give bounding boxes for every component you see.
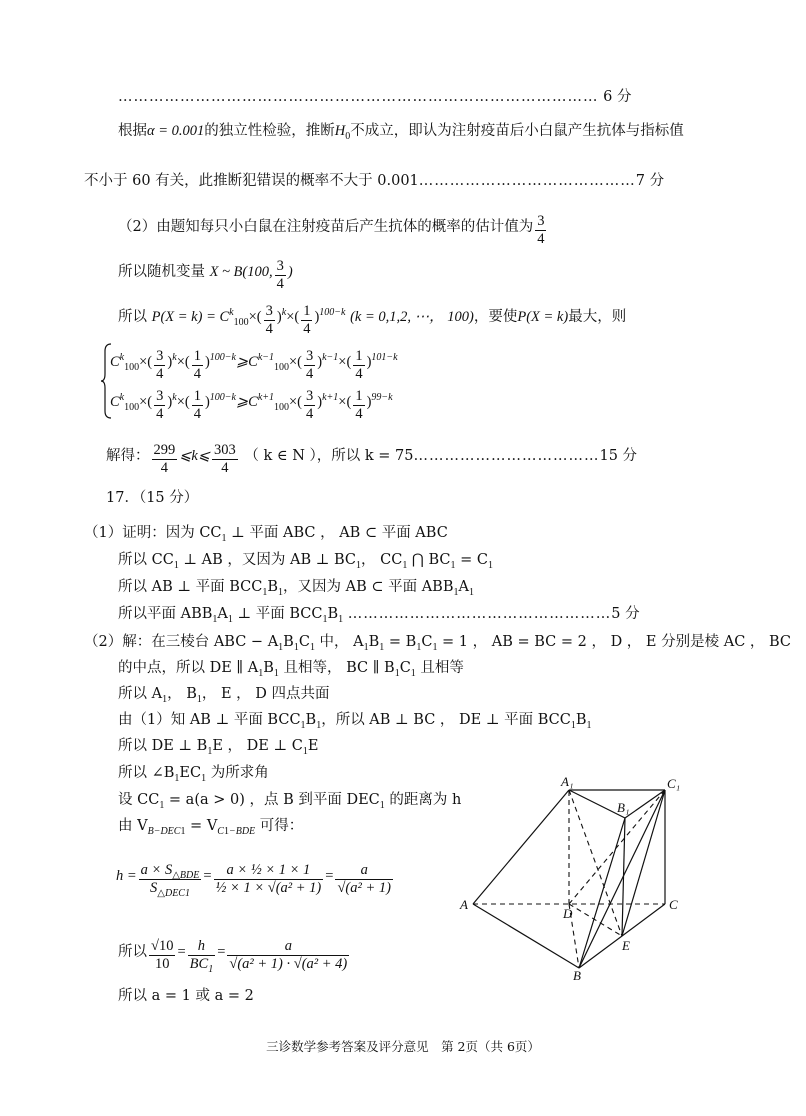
edge-bb1 xyxy=(579,818,625,968)
math-paren: ) xyxy=(276,309,282,325)
solution-line-1 xyxy=(84,632,791,652)
text: ⊥ 平面 ABC ， AB ⊂ 平面 ABC xyxy=(226,525,448,541)
math-op: ⩾C xyxy=(235,394,258,410)
math-op: ×( xyxy=(176,354,190,370)
superscript: k xyxy=(119,392,125,404)
subscript: 1 xyxy=(277,586,283,598)
text: B xyxy=(368,634,380,650)
math-op: ×( xyxy=(286,309,300,325)
text: 17．（15 分） xyxy=(106,490,199,506)
subscript: 100 xyxy=(274,401,289,413)
solution-line-2 xyxy=(118,658,464,678)
fraction-3-4 xyxy=(154,348,165,383)
fraction-a-roots xyxy=(227,938,349,973)
superscript: 100−k xyxy=(319,307,346,319)
edge-aa1 xyxy=(473,790,569,904)
text: （ k ∈ N ），所以 k = 75 xyxy=(244,448,414,464)
numerator: 1 xyxy=(193,388,201,404)
fraction-299-4 xyxy=(152,442,178,477)
subscript: △DEC xyxy=(157,887,185,899)
h-formula xyxy=(116,862,395,897)
part2-intro xyxy=(118,213,548,248)
subscript: 1 xyxy=(302,745,308,757)
score-line-6 xyxy=(118,87,631,107)
math-paren: ) xyxy=(167,354,173,370)
text: ⋂ BC xyxy=(407,552,451,568)
proof-line-3 xyxy=(118,577,474,597)
numerator xyxy=(139,862,202,880)
text: 所以 a = 1 或 a = 2 xyxy=(118,988,254,1004)
fraction-h-1 xyxy=(139,862,202,897)
subscript: 1 xyxy=(363,641,369,653)
solution-line-5 xyxy=(118,736,318,756)
text: ⊥ AB ，又因为 AB ⊥ BC xyxy=(178,552,357,568)
text: C xyxy=(298,634,310,650)
text: A xyxy=(217,606,228,622)
subscript: 1 xyxy=(273,667,279,679)
label-c1: C₁ xyxy=(667,776,681,791)
text: 解得： xyxy=(106,448,150,464)
numerator: 3 xyxy=(537,213,545,229)
denominator: 4 xyxy=(221,460,229,476)
numerator: 3 xyxy=(156,388,164,404)
text: ，要使 xyxy=(473,309,518,325)
subscript: 1 xyxy=(356,559,362,571)
fraction-3-4 xyxy=(154,388,165,423)
numerator: 1 xyxy=(355,348,363,364)
numerator: 1 xyxy=(193,348,201,364)
text: = 1 ， AB = BC = 2 ， D ， E 分别是棱 AC ， BC xyxy=(437,634,792,650)
text: 由 V xyxy=(118,818,148,834)
denominator: ½ × 1 × √(a² + 1) xyxy=(215,880,322,896)
score-label: 15 分 xyxy=(599,448,638,464)
numerator: 303 xyxy=(214,442,236,458)
math-op: = xyxy=(217,944,226,960)
label-d: D xyxy=(563,906,573,921)
math-paren: ) xyxy=(317,354,323,370)
subscript: 1 xyxy=(293,641,299,653)
superscript: 101−k xyxy=(371,352,398,364)
solution-line-4 xyxy=(118,710,591,730)
math-op: ⩽k⩽ xyxy=(179,448,210,464)
fraction-1-4 xyxy=(192,388,203,423)
math-alpha: α = 0.001 xyxy=(147,123,205,139)
subscript: 1 xyxy=(322,613,328,625)
math-op: ×( xyxy=(176,394,190,410)
subscript: B−DEC xyxy=(147,825,181,837)
superscript: k xyxy=(281,307,287,319)
text: 所以 AB ⊥ 平面 BCC xyxy=(118,579,263,595)
superscript: k+1 xyxy=(322,392,339,404)
denominator: √(a² + 1) xyxy=(337,880,391,896)
fraction-1-4 xyxy=(353,348,364,383)
math-op: ×( xyxy=(338,354,352,370)
subscript: 1 xyxy=(432,641,438,653)
text: 不小于 60 有关，此推断犯错误的概率不大于 0.001 xyxy=(84,173,419,189)
text: 为所求角 xyxy=(206,765,269,781)
solution-line-3 xyxy=(118,684,330,704)
subscript: 1 xyxy=(394,667,400,679)
math-op: ×( xyxy=(338,394,352,410)
denominator: 4 xyxy=(306,366,314,382)
subscript: 1 xyxy=(416,641,422,653)
fraction-3-4 xyxy=(264,303,275,338)
text: 最大，则 xyxy=(568,309,627,325)
numerator: 3 xyxy=(265,303,273,319)
subscript: 1 xyxy=(309,641,315,653)
text: = V xyxy=(185,818,218,834)
math-range: (k = 0,1,2, ⋯， 100) xyxy=(350,309,474,325)
text: 不成立，即认为注射疫苗后小白鼠产生抗体与指标值 xyxy=(350,123,684,139)
math-op: = xyxy=(203,868,212,884)
subscript: 1 xyxy=(316,719,322,731)
subscript: 1 xyxy=(453,586,459,598)
text: 所以 xyxy=(118,309,147,325)
text: ， CC xyxy=(361,552,403,568)
subscript: 100 xyxy=(233,316,249,328)
math-paren: ) xyxy=(204,354,210,370)
subscript: 1 xyxy=(201,772,207,784)
superscript: k xyxy=(172,352,177,364)
fraction-h-bc1 xyxy=(188,938,216,973)
leader-dots: …………………………………………… xyxy=(347,606,612,622)
denominator: 4 xyxy=(265,321,273,337)
numerator: a xyxy=(335,862,393,880)
denominator: 4 xyxy=(537,231,545,247)
superscript: k−1 xyxy=(322,352,339,364)
math-expr: P(X = k) = C xyxy=(151,309,230,325)
probability-line xyxy=(118,303,626,338)
label-b: B xyxy=(573,968,581,982)
subscript: 1 xyxy=(221,532,227,544)
text: a × S xyxy=(140,862,173,878)
segment-de xyxy=(569,904,622,936)
subscript: 1 xyxy=(468,586,474,598)
denominator xyxy=(139,880,202,897)
subscript: 1 xyxy=(300,719,306,731)
math-paren: ) xyxy=(314,309,320,325)
paragraph-conclusion xyxy=(84,171,664,191)
math-op: ×( xyxy=(139,394,153,410)
fraction-3-4 xyxy=(304,348,315,383)
subscript: △BDE xyxy=(172,869,200,881)
subscript: 1 xyxy=(402,559,408,571)
label-b1: B₁ xyxy=(617,800,630,815)
subscript: 1 xyxy=(586,719,592,731)
fraction-1-4 xyxy=(192,348,203,383)
subscript: 1 xyxy=(410,667,416,679)
text: 所以 DE ⊥ B xyxy=(118,738,208,754)
numerator: h xyxy=(188,938,216,956)
math-op: = xyxy=(325,868,334,884)
fraction-sqrt10 xyxy=(149,938,175,973)
proof-line-4 xyxy=(118,604,640,624)
math-op: ×( xyxy=(139,354,153,370)
subscript: 1 xyxy=(223,825,229,837)
solution-line-8 xyxy=(118,816,303,836)
solution-k-line xyxy=(106,442,637,477)
text: B xyxy=(305,712,317,728)
superscript: k xyxy=(119,352,125,364)
subscript: 100 xyxy=(274,361,289,373)
text: 所以 CC xyxy=(118,552,174,568)
page-footer: 三诊数学参考答案及评分意见 第 2页（共 6页） xyxy=(266,1039,540,1054)
text: C xyxy=(421,634,433,650)
math-expr: P(X = k) xyxy=(517,309,569,325)
math-paren: ) xyxy=(167,394,173,410)
score-label: 5 分 xyxy=(611,606,640,622)
text: B xyxy=(575,712,587,728)
proof-line-1 xyxy=(84,523,448,543)
numerator: a × ½ × 1 × 1 xyxy=(214,862,324,880)
text: 且相等 xyxy=(415,660,464,676)
math-paren: ) xyxy=(287,264,293,280)
subscript: 1 xyxy=(174,772,180,784)
math-op: ×( xyxy=(289,354,303,370)
text: B xyxy=(327,606,339,622)
superscript: k xyxy=(172,392,177,404)
text: A xyxy=(458,579,469,595)
text: = B xyxy=(384,634,417,650)
score-label: 6 分 xyxy=(603,89,632,105)
math-expr: X ~ B(100, xyxy=(209,264,273,280)
text: E xyxy=(307,738,319,754)
numerator: a xyxy=(227,938,349,956)
subscript: 100 xyxy=(124,361,140,373)
text: （2）解：在三棱台 ABC − A xyxy=(84,634,279,650)
text: B xyxy=(283,634,294,650)
math-paren: ) xyxy=(317,394,323,410)
math-paren: ) xyxy=(366,394,372,410)
text: C xyxy=(399,660,411,676)
fraction-303-4 xyxy=(212,442,238,477)
text: ，所以 AB ⊥ BC ， DE ⊥ 平面 BCC xyxy=(321,712,571,728)
paragraph-independence-test xyxy=(118,121,684,141)
superscript: 100−k xyxy=(209,392,236,404)
numerator: 3 xyxy=(276,258,284,274)
numerator: √10 xyxy=(151,938,174,954)
fraction-h-2 xyxy=(214,862,324,897)
subscript: 1 xyxy=(338,613,344,625)
denominator: 4 xyxy=(306,406,314,422)
score-label: 7 分 xyxy=(635,173,665,189)
leader-dots: …………………………………… xyxy=(418,173,636,189)
text: （1）证明：因为 CC xyxy=(84,525,222,541)
math-op: ⩾C xyxy=(235,354,258,370)
subscript: 0 xyxy=(345,130,351,142)
superscript: k−1 xyxy=(257,352,274,364)
subscript: 1 xyxy=(162,693,168,705)
fraction-3-4 xyxy=(275,258,286,293)
math-h0: H xyxy=(334,123,346,139)
text: 且相等， BC ∥ B xyxy=(278,660,395,676)
text: B xyxy=(263,660,274,676)
numerator: 299 xyxy=(153,442,176,458)
math-paren: ) xyxy=(204,394,210,410)
inequality-2 xyxy=(110,388,393,423)
subscript: C xyxy=(217,825,224,837)
leader-dots: ………………………………………………………………………………… xyxy=(118,89,599,105)
text: S xyxy=(150,880,158,896)
denominator: 4 xyxy=(276,276,284,292)
text: 所以 ∠B xyxy=(118,765,175,781)
label-c: C xyxy=(669,897,678,912)
denominator: 4 xyxy=(193,366,201,382)
text: 中， A xyxy=(314,634,364,650)
math-op: ×( xyxy=(289,394,303,410)
denominator: 4 xyxy=(355,406,363,422)
fraction-1-4 xyxy=(353,388,364,423)
frustum-diagram xyxy=(455,772,695,982)
text: 所以随机变量 xyxy=(118,264,205,280)
subscript: 1 xyxy=(278,641,284,653)
numerator: 1 xyxy=(303,303,311,319)
numerator: 3 xyxy=(306,388,314,404)
text: 可得： xyxy=(255,818,304,834)
subscript: 1 xyxy=(207,745,213,757)
denominator: 4 xyxy=(156,366,164,382)
denominator: 4 xyxy=(160,460,168,476)
math-op: ×( xyxy=(248,309,262,325)
superscript: 99−k xyxy=(371,392,393,404)
text: = C xyxy=(455,552,488,568)
fraction-3-4 xyxy=(535,213,546,248)
question-17-heading xyxy=(106,488,198,508)
subscript: 1 xyxy=(450,559,456,571)
numerator: 1 xyxy=(355,388,363,404)
math-expr: h = xyxy=(116,868,137,884)
numerator: 3 xyxy=(306,348,314,364)
text: B xyxy=(267,579,278,595)
denominator: √(a² + 1) · √(a² + 4) xyxy=(229,956,348,972)
text: 由（1）知 AB ⊥ 平面 BCC xyxy=(118,712,301,728)
fraction-3-4 xyxy=(304,388,315,423)
superscript: k xyxy=(229,307,234,319)
subscript: 1 xyxy=(227,613,233,625)
solution-line-7 xyxy=(118,790,461,810)
denominator: 4 xyxy=(156,406,164,422)
text: = a(a > 0) ，点 B 到平面 DEC xyxy=(164,792,380,808)
math-op: = xyxy=(177,944,186,960)
fraction-1-4 xyxy=(301,303,312,338)
superscript: 100−k xyxy=(209,352,236,364)
text: BC xyxy=(189,956,209,972)
fraction-h-3 xyxy=(335,862,393,897)
subscript: 1 xyxy=(159,799,165,811)
text: ⊥ 平面 BCC xyxy=(232,606,323,622)
subscript: 100 xyxy=(124,401,140,413)
text: 的独立性检验，推断 xyxy=(204,123,335,139)
math-paren: ) xyxy=(366,354,372,370)
text: EC xyxy=(179,765,202,781)
subscript: 1 xyxy=(173,559,179,571)
text: ， E ， D 四点共面 xyxy=(201,686,330,702)
text: ， B xyxy=(167,686,197,702)
subscript: 1 xyxy=(196,693,202,705)
label-a1: A₁ xyxy=(561,774,574,789)
text: （2）由题知每只小白鼠在注射疫苗后产生抗体的概率的估计值为 xyxy=(118,219,534,235)
subscript: 1 xyxy=(570,719,576,731)
subscript: 1 xyxy=(212,613,218,625)
denominator: 10 xyxy=(154,956,170,972)
subscript: 1 xyxy=(180,825,186,837)
subscript: −BDE xyxy=(228,825,256,837)
superscript: k+1 xyxy=(257,392,274,404)
text: 的中点，所以 DE ∥ A xyxy=(118,660,259,676)
label-e: E xyxy=(622,938,630,953)
final-answer-line xyxy=(118,986,254,1006)
math-expr: C xyxy=(110,354,120,370)
denominator: 4 xyxy=(303,321,311,337)
subscript: 1 xyxy=(262,586,268,598)
proof-line-2 xyxy=(118,550,493,570)
text: 所以平面 ABB xyxy=(118,606,213,622)
subscript: 1 xyxy=(379,641,385,653)
denominator: 4 xyxy=(355,366,363,382)
math-expr: C xyxy=(110,394,120,410)
text: 所以 xyxy=(118,944,147,960)
subscript: 1 xyxy=(258,667,264,679)
leader-dots: ……………………………… xyxy=(413,448,600,464)
subscript: 1 xyxy=(379,799,385,811)
text: 的距离为 h xyxy=(384,792,462,808)
ratio-line xyxy=(118,938,351,973)
random-variable-line xyxy=(118,258,293,293)
text: E ， DE ⊥ C xyxy=(212,738,303,754)
solution-line-6 xyxy=(118,763,269,783)
text: 设 CC xyxy=(118,792,160,808)
denominator: 4 xyxy=(193,406,201,422)
inequality-1 xyxy=(110,348,398,383)
label-a: A xyxy=(460,897,468,912)
text: 所以 A xyxy=(118,686,163,702)
numerator: 3 xyxy=(156,348,164,364)
text: 根据 xyxy=(118,123,147,139)
subscript: 1 xyxy=(208,963,214,975)
subscript: 1 xyxy=(487,559,493,571)
denominator xyxy=(188,956,216,973)
text: ，又因为 AB ⊂ 平面 ABB xyxy=(282,579,454,595)
subscript: 1 xyxy=(184,887,190,899)
